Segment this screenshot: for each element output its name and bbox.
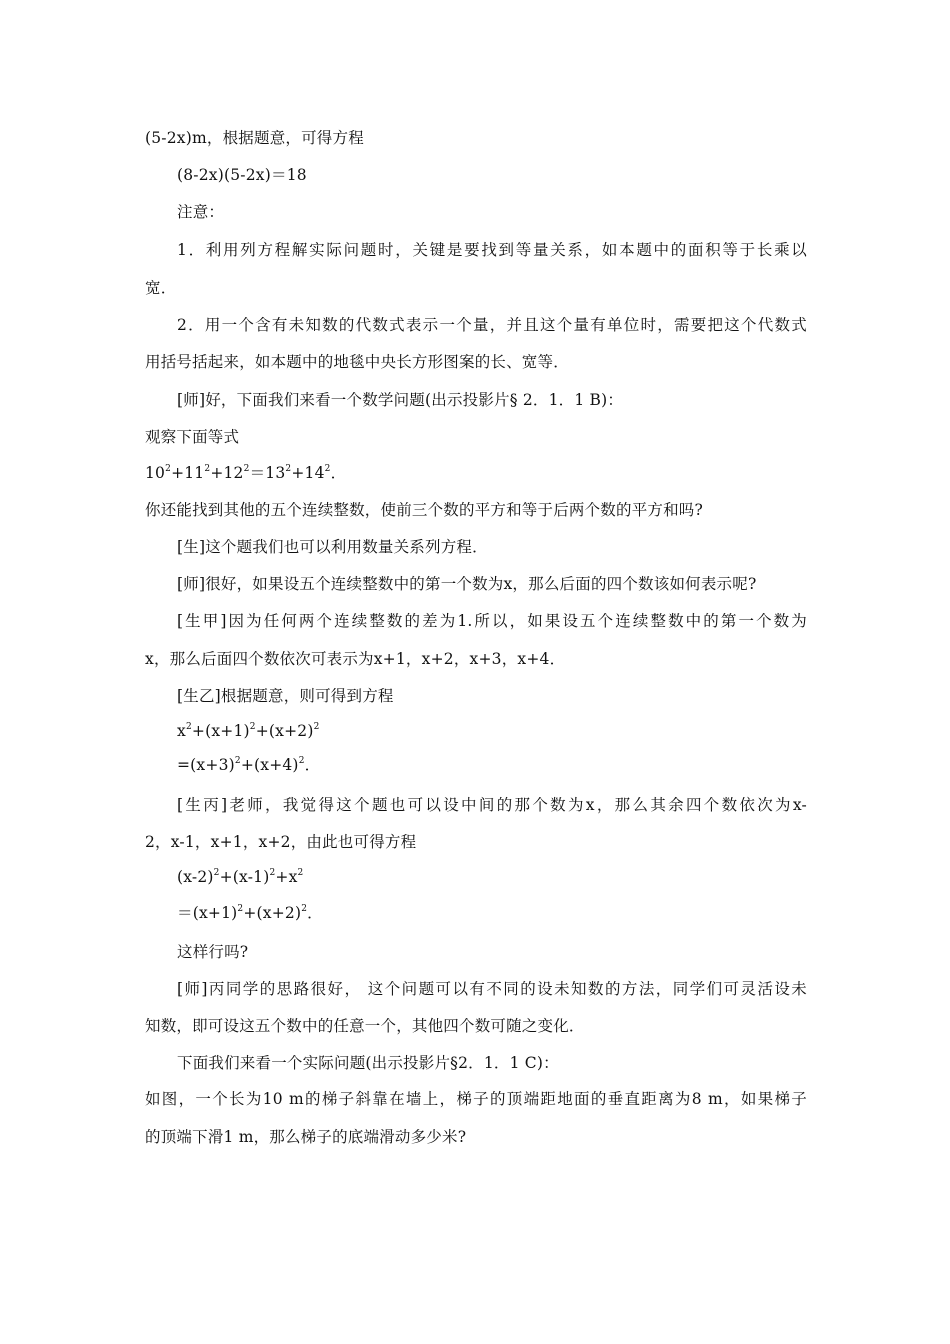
- text-line: x，那么后面四个数依次可表示为x+1，x+2，x+3，x+4．: [145, 650, 566, 668]
- text-line: [生甲]因为任何两个连续整数的差为1.所以，如果设五个连续整数中的第一个数为: [177, 612, 807, 630]
- text-line: [生丙]老师，我觉得这个题也可以设中间的那个数为x，那么其余四个数依次为x-: [177, 796, 807, 814]
- equation-line: $=(x+3)^2+(x+4)^2$．: [177, 755, 321, 774]
- text-line: 这样行吗?: [177, 943, 249, 961]
- text-line: 你还能找到其他的五个连续整数，使前三个数的平方和等于后两个数的平方和吗?: [145, 501, 704, 519]
- text-line: [生乙]根据题意，则可得到方程: [177, 687, 394, 705]
- text-line: 2．用一个含有未知数的代数式表示一个量，并且这个量有单位时，需要把这个代数式: [177, 316, 807, 334]
- text-line: 宽．: [145, 279, 177, 297]
- text-line: [师]丙同学的思路很好， 这个问题可以有不同的设未知数的方法，同学们可灵活设未: [177, 980, 807, 998]
- text-line: [生]这个题我们也可以利用数量关系列方程．: [177, 538, 488, 556]
- text-line: 注意：: [177, 203, 225, 221]
- text-line: 如图，一个长为10 m的梯子斜靠在墙上，梯子的顶端距地面的垂直距离为8 m，如果梯子: [145, 1090, 807, 1108]
- text-line: [师]很好，如果设五个连续整数中的第一个数为x，那么后面的四个数该如何表示呢?: [177, 575, 757, 593]
- text-line: 知数，即可设这五个数中的任意一个，其他四个数可随之变化．: [145, 1017, 585, 1035]
- text-line: 下面我们来看一个实际问题(出示投影片§2．1．1 C)：: [177, 1054, 559, 1072]
- equation-line: (8-2x)(5-2x)＝18: [177, 166, 307, 184]
- equation-line: $10^2+11^2+12^2=13^2+14^2$．: [145, 463, 347, 482]
- text-line: 观察下面等式: [145, 428, 240, 446]
- text-line: 1．利用列方程解实际问题时，关键是要找到等量关系，如本题中的面积等于长乘以: [177, 241, 807, 259]
- text-line: 用括号括起来，如本题中的地毯中央长方形图案的长、宽等．: [145, 353, 569, 371]
- equation-line: $=(x+1)^2+(x+2)^2$．: [177, 903, 323, 922]
- equation-line: $x^2+(x+1)^2+(x+2)^2$: [177, 721, 320, 740]
- text-line: (5-2x)m，根据题意，可得方程: [145, 129, 364, 147]
- text-line: 2，x-1，x+1，x+2，由此也可得方程: [145, 833, 417, 851]
- text-line: [师]好，下面我们来看一个数学问题(出示投影片§ 2．1．1 B)：: [177, 391, 624, 409]
- equation-line: $(x-2)^2+(x-1)^2+x^2$: [177, 867, 304, 886]
- text-line: 的顶端下滑1 m，那么梯子的底端滑动多少米?: [145, 1128, 467, 1146]
